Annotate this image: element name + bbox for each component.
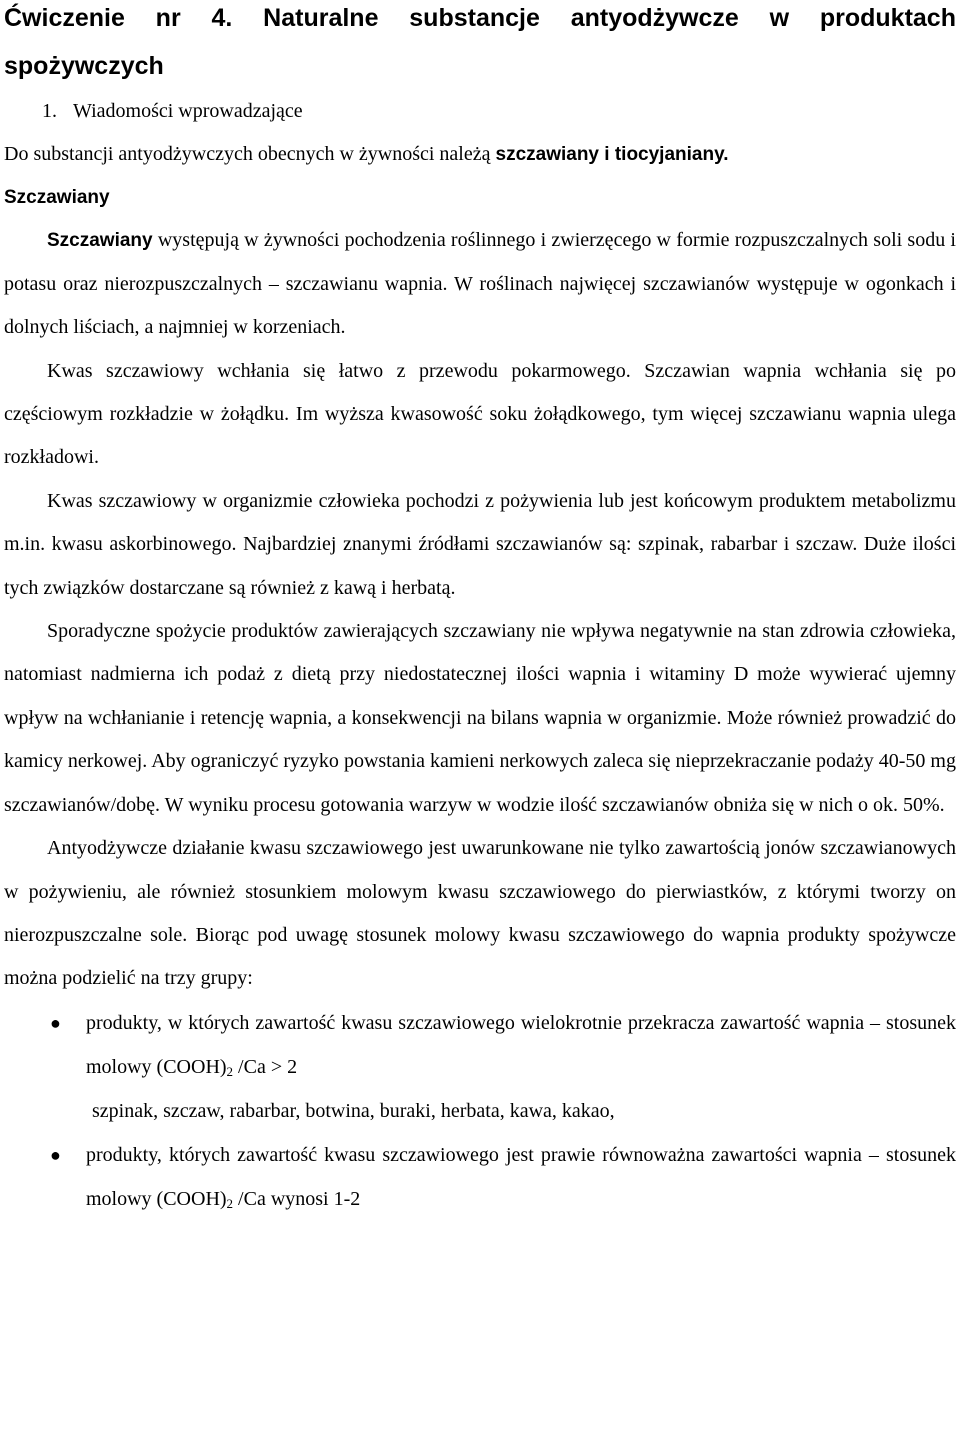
paragraph-1-bold: Szczawiany (47, 230, 153, 252)
group-2-text: produkty, których zawartość kwasu szczawiowego jest prawie równoważna zawartości wapnia – stosunek molowy (COOH) (86, 1143, 956, 1210)
paragraph-2: Kwas szczawiowy wchłania się łatwo z przewodu pokarmowego. Szczawian wapnia wchłania się po częściowym rozkładzie w żołądku. Im wyższa kwasowość soku żołądkowego, tym więcej szczawianu wapnia ulega rozkładowi. (4, 359, 956, 469)
group-1-suffix: /Ca > 2 (233, 1055, 298, 1078)
group-1-examples: szpinak, szczaw, rabarbar, botwina, buraki, herbata, kawa, kakao, (92, 1099, 615, 1122)
group-2-subscript: 2 (226, 1195, 234, 1211)
group-2-suffix: /Ca wynosi 1-2 (233, 1187, 361, 1210)
intro-text: Do substancji antyodżywczych obecnych w żywności należą (4, 143, 496, 165)
group-1-subscript: 2 (226, 1063, 234, 1079)
intro-bold: szczawiany i tiocyjaniany. (495, 144, 729, 165)
document-title (4, 0, 956, 90)
paragraph-4: Sporadyczne spożycie produktów zawierających szczawiany nie wpływa negatywnie na stan zdrowia człowieka, natomiast nadmierna ich podaż z dietą przy niedostatecznej ilości wapnia i witaminy D może wywierać ujemny wpływ na wchłanianie i retencję wapnia, a konsekwencji na bilans wapnia w organizmie. Może również prowadzić do kamicy nerkowej. Aby ograniczyć ryzyko powstania kamieni nerkowych zaleca się nieprzekraczanie podaży 40-50 mg szczawianów/dobę. W wyniku procesu gotowania warzyw w wodzie ilość szczawianów obniża się w nich o ok. 50%. (4, 620, 956, 816)
group-list (4, 1001, 956, 1089)
group-list-2 (4, 1133, 956, 1221)
subheading-oxalates: Szczawiany (4, 187, 110, 209)
bullet-icon: ● (50, 1144, 61, 1165)
intro-paragraph (4, 133, 956, 176)
paragraph-5: Antyodżywcze działanie kwasu szczawiowego jest uwarunkowane nie tylko zawartością jonów szczawianowych w pożywieniu, ale również stosunkiem molowym kwasu szczawiowego do pierwiastków, z którymi tworzy on nierozpuszczalne sole. Biorąc pod uwagę stosunek molowy kwasu szczawiowego do wapnia produkty spożywcze można podzielić na trzy grupy: (4, 837, 956, 990)
group-item-2 (4, 1133, 956, 1221)
section-label: Wiadomości wprowadzające (73, 100, 303, 122)
paragraph-3: Kwas szczawiowy w organizmie człowieka pochodzi z pożywienia lub jest końcowym produktem metabolizmu m.in. kwasu askorbinowego. Najbardziej znanymi źródłami szczawianów są: szpinak, rabarbar i szczaw. Duże ilości tych związków dostarczane są również z kawą i herbatą. (4, 489, 956, 599)
title-line-1: Ćwiczenie nr 4. Naturalne substancje antyodżywcze w produktach (4, 4, 956, 32)
title-line-2: spożywczych (4, 52, 164, 80)
bullet-icon: ● (50, 1012, 61, 1033)
group-1-text: produkty, w których zawartość kwasu szczawiowego wielokrotnie przekracza zawartość wapnia – stosunek molowy (COOH) (86, 1011, 956, 1078)
section-number: 1. (42, 100, 57, 122)
section-heading (42, 90, 956, 133)
paragraph-1-text: występują w żywności pochodzenia roślinnego i zwierzęcego w formie rozpuszczalnych soli sodu i potasu oraz nierozpuszczalnych – szczawianu wapnia. W roślinach najwięcej szczawianów występuje w ogonkach i dolnych liściach, a najmniej w korzeniach. (4, 229, 956, 339)
group-item-1 (4, 1001, 956, 1089)
paragraph-1 (4, 219, 956, 349)
